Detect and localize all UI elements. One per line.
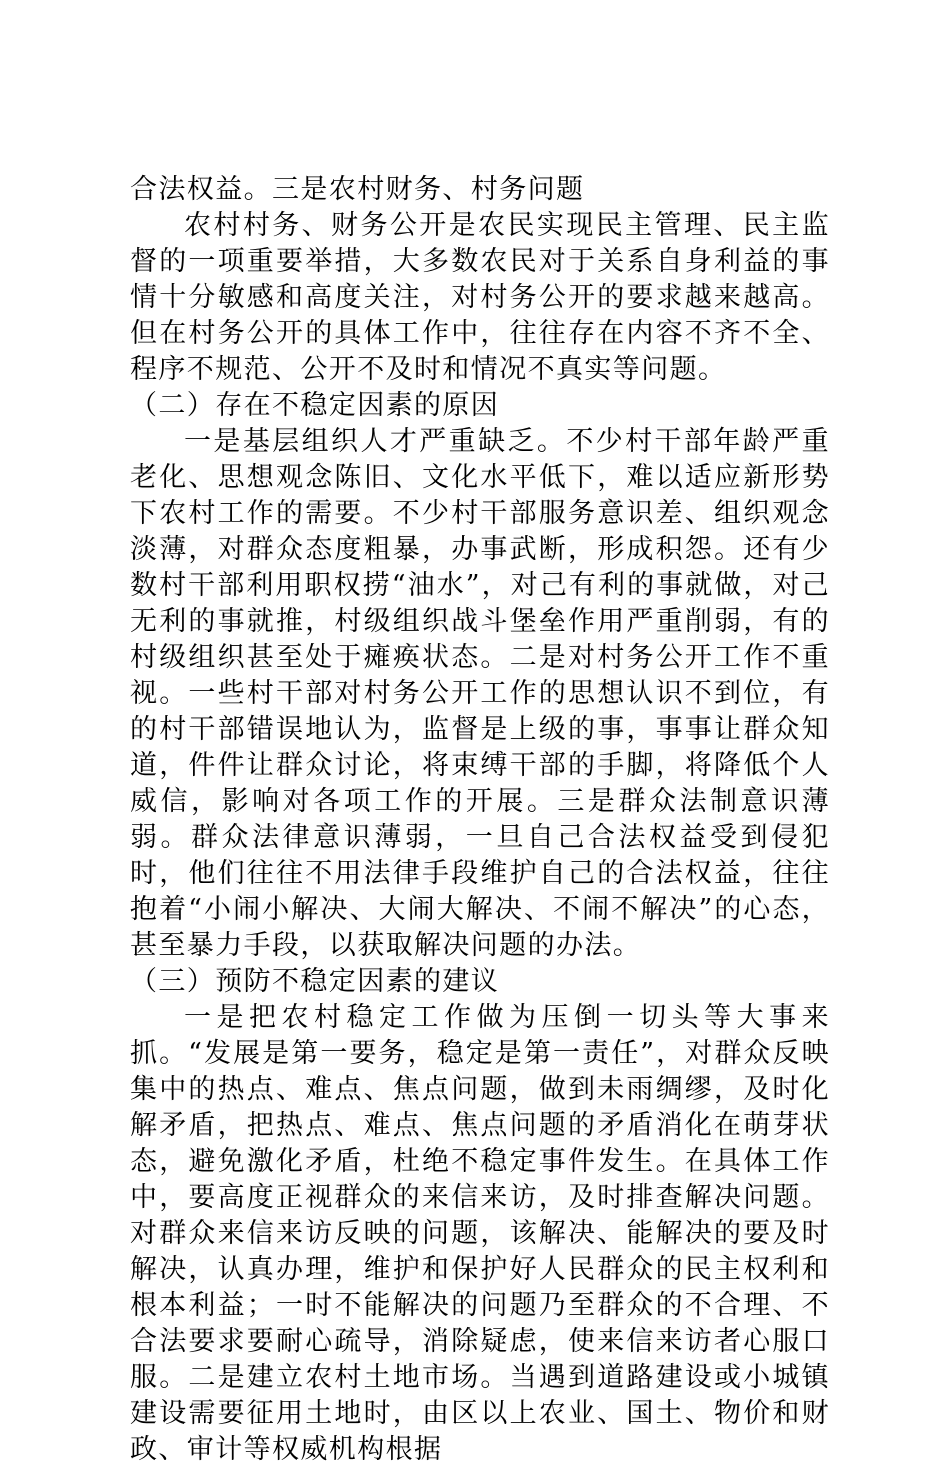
paragraph-continuation: 合法权益。三是农村财务、村务问题 — [130, 174, 585, 205]
paragraph-suggestions: 一是把农村稳定工作做为压倒一切头等大事来抓。“发展是第一要务，稳定是第一责任”，对群众反映集中的热点、难点、焦点问题，做到未雨绸缪，及时化解矛盾，把热点、难点、焦点问题的矛盾消化在萌芽状态，避免激化矛盾，杜绝不稳定事件发生。在具体工作中，要高度正视群众的来信来访，及时排查解决问题。对群众来信来访反映的问题，该解决、能解决的要及时解决，认真办理，维护和保护好人民群众的民主权利和根本利益；一时不能解决的问题乃至群众的不合理、不合法要求要耐心疏导，消除疑虑，使来信来访者心服口服。二是建立农村土地市场。当遇到道路建设或小城镇建设需要征用土地时，由区以上农业、国土、物价和财政、审计等权威机构根据 — [130, 1002, 830, 1465]
document-body — [130, 172, 830, 1468]
section-heading-suggestions: （三）预防不稳定因素的建议 — [130, 966, 500, 997]
paragraph-causes: 一是基层组织人才严重缺乏。不少村干部年龄严重老化、思想观念陈旧、文化水平低下，难以适应新形势下农村工作的需要。不少村干部服务意识差、组织观念淡薄，对群众态度粗暴，办事武断，形成积怨。还有少数村干部利用职权捞“油水”，对己有利的事就做，对己无利的事就推，村级组织战斗堡垒作用严重削弱，有的村级组织甚至处于瘫痪状态。二是对村务公开工作不重视。一些村干部对村务公开工作的思想认识不到位，有的村干部错误地认为，监督是上级的事，事事让群众知道，件件让群众讨论，将束缚干部的手脚，将降低个人威信，影响对各项工作的开展。三是群众法制意识薄弱。群众法律意识薄弱，一旦自己合法权益受到侵犯时，他们往往不用法律手段维护自己的合法权益，往往抱着“小闹小解决、大闹大解决、不闹不解决”的心态，甚至暴力手段，以获取解决问题的办法。 — [130, 426, 830, 961]
section-heading-causes: （二）存在不稳定因素的原因 — [130, 390, 500, 421]
paragraph-village-affairs-disclosure: 农村村务、财务公开是农民实现民主管理、民主监督的一项重要举措，大多数农民对于关系自身利益的事情十分敏感和高度关注，对村务公开的要求越来越高。但在村务公开的具体工作中，往往存在内容不齐不全、程序不规范、公开不及时和情况不真实等问题。 — [130, 210, 830, 385]
